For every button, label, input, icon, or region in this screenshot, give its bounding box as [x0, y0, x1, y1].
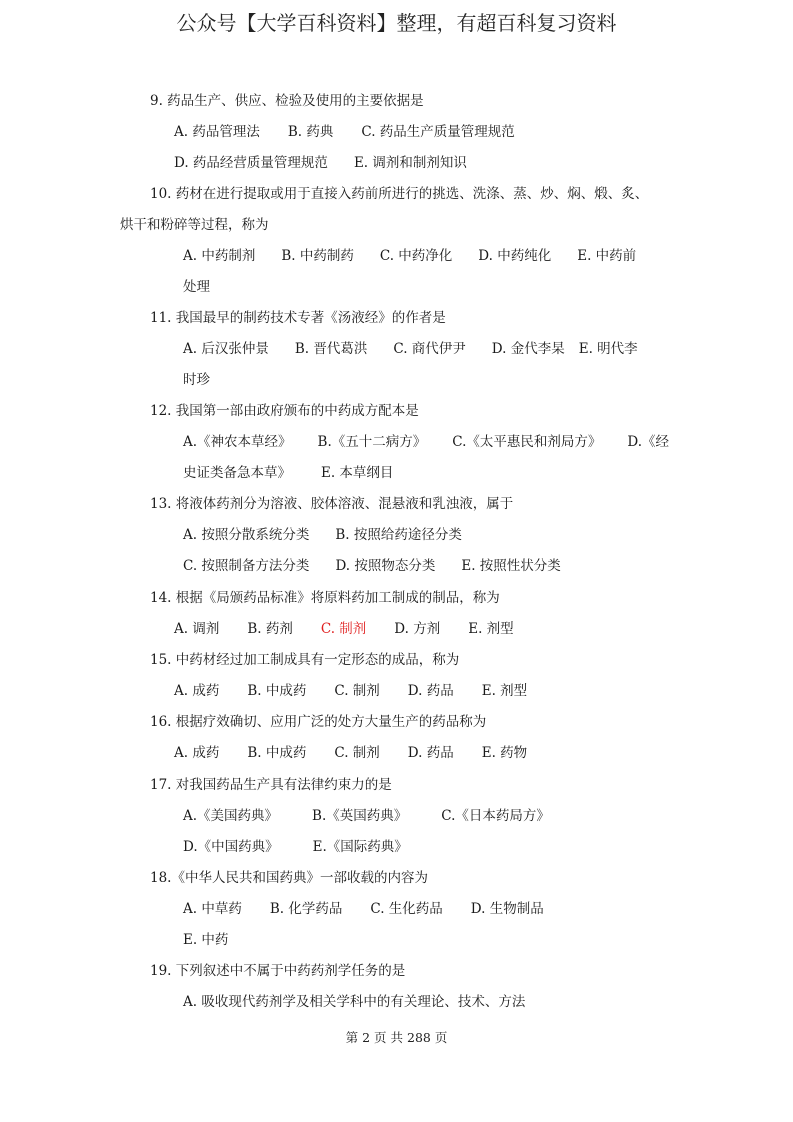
page-number: 第 2 页 共 288 页 — [345, 1030, 448, 1045]
question-stem-13: 13. 将液体药剂分为溶液、胶体溶液、混悬液和乳浊液，属于 — [150, 496, 514, 512]
option-b: B. 化学药品 — [269, 901, 343, 917]
option-c: C. 制剂 — [334, 683, 380, 699]
options-line — [183, 806, 550, 826]
question-stem-14: 14. 根据《局颁药品标准》将原料药加工制成的制品，称为 — [150, 590, 500, 606]
options-line — [174, 743, 527, 763]
options-line — [183, 556, 561, 576]
option-c: C. 商代伊尹 — [393, 341, 466, 357]
option-a: A. 成药 — [174, 683, 220, 699]
question-stem-11: 11. 我国最早的制药技术专著《汤液经》的作者是 — [150, 310, 446, 326]
options-line — [174, 619, 514, 639]
options-line — [183, 432, 669, 452]
option-c: C. 按照制备方法分类 — [183, 558, 310, 574]
options-line — [183, 525, 462, 545]
option-a: A. 吸收现代药剂学及相关学科中的有关理论、技术、方法 — [183, 994, 526, 1010]
option-b: B. 按照给药途径分类 — [335, 527, 462, 543]
option-d-cont: 史证类备急本草》 — [183, 465, 291, 481]
option-e: E. 剂型 — [481, 683, 528, 699]
option-c: C. 制剂 — [334, 745, 380, 761]
document-header: 公众号【大学百科资料】整理，有超百科复习资料 — [176, 11, 617, 35]
option-wrap: 处理 — [183, 279, 210, 295]
question-stem-19: 19. 下列叙述中不属于中药药剂学任务的是 — [150, 963, 406, 979]
option-c: C. 生化药品 — [370, 901, 443, 917]
option-d: D. 生物制品 — [470, 901, 544, 917]
option-a: A. 按照分散系统分类 — [183, 527, 310, 543]
option-c: C.《日本药局方》 — [441, 808, 550, 824]
option-a: A.《美国药典》 — [183, 808, 279, 824]
option-b: B.《五十二病方》 — [317, 434, 427, 450]
option-a: A.《神农本草经》 — [183, 434, 292, 450]
option-d: D. 方剂 — [394, 621, 441, 637]
option-e: E.《国际药典》 — [312, 839, 408, 855]
option-d: D.《中国药典》 — [183, 839, 279, 855]
option-e: E. 按照性状分类 — [461, 558, 561, 574]
option-b: B. 晋代葛洪 — [294, 341, 368, 357]
option-e: E. 中药前 — [577, 248, 637, 264]
question-stem-16: 16. 根据疗效确切、应用广泛的处方大量生产的药品称为 — [150, 714, 487, 730]
option-c: C.《太平惠民和剂局方》 — [452, 434, 602, 450]
option-wrap: 时珍 — [183, 372, 210, 388]
question-stem-12: 12. 我国第一部由政府颁布的中药成方配本是 — [150, 403, 419, 419]
options-line — [174, 153, 467, 173]
option-a: A. 调剂 — [174, 621, 220, 637]
question-stem-10: 10. 药材在进行提取或用于直接入药前所进行的挑选、洗涤、蒸、炒、焖、煅、炙、 — [150, 186, 649, 202]
option-a: A. 中草药 — [183, 901, 242, 917]
question-stem-18: 18.《中华人民共和国药典》一部收载的内容为 — [150, 870, 428, 886]
question-stem-17: 17. 对我国药品生产具有法律约束力的是 — [150, 777, 392, 793]
options-line — [183, 339, 638, 359]
option-d: D. 药品 — [407, 683, 454, 699]
options-line — [183, 463, 393, 483]
option-a: A. 成药 — [174, 745, 220, 761]
option-c: C. 药品生产质量管理规范 — [361, 124, 515, 140]
option-c: C. 中药净化 — [379, 248, 453, 264]
option-c-highlighted: C. 制剂 — [320, 621, 367, 637]
option-a: A. 中药制剂 — [183, 248, 256, 264]
options-line — [174, 122, 515, 142]
option-e: E. 中药 — [183, 932, 229, 948]
option-d: D. 按照物态分类 — [335, 558, 436, 574]
options-line — [183, 246, 636, 266]
option-b: B. 中药制药 — [281, 248, 354, 264]
question-stem-15: 15. 中药材经过加工制成具有一定形态的成品，称为 — [150, 652, 460, 668]
option-d: D. 药品 — [407, 745, 454, 761]
option-d: D. 金代李杲 — [491, 341, 565, 357]
option-e: E. 调剂和制剂知识 — [353, 155, 467, 171]
option-a: A. 后汉张仲景 — [183, 341, 269, 357]
options-line — [174, 681, 527, 701]
option-b: B. 中成药 — [247, 745, 307, 761]
option-d: D. 中药纯化 — [478, 248, 552, 264]
option-b: B. 中成药 — [247, 683, 307, 699]
options-line — [183, 899, 544, 919]
option-b: B. 药剂 — [247, 621, 293, 637]
option-e: E. 明代李 — [578, 341, 638, 357]
options-line — [183, 837, 408, 857]
option-b: B.《英国药典》 — [312, 808, 408, 824]
option-e: E. 本草纲目 — [321, 465, 394, 481]
option-e: E. 剂型 — [468, 621, 514, 637]
option-b: B. 药典 — [287, 124, 334, 140]
question-stem-10-cont: 烘干和粉碎等过程，称为 — [120, 217, 269, 233]
option-d: D.《经 — [627, 434, 670, 450]
option-e: E. 药物 — [481, 745, 528, 761]
option-a: A. 药品管理法 — [174, 124, 260, 140]
option-d: D. 药品经营质量管理规范 — [174, 155, 328, 171]
question-stem-9: 9. 药品生产、供应、检验及使用的主要依据是 — [150, 93, 424, 109]
